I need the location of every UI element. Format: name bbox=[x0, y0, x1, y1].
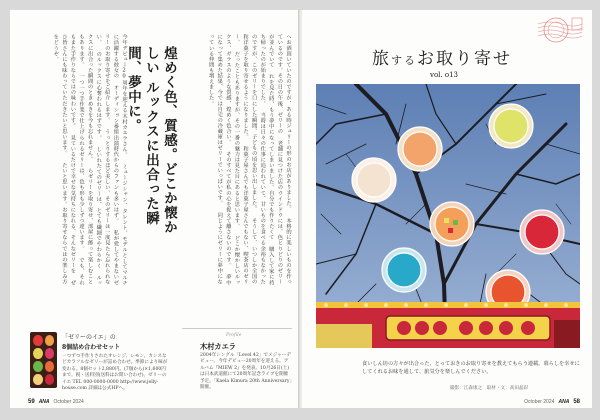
body-line: しいれたてのゼリーは、とても繊細でやわらかく bbox=[95, 146, 102, 269]
volume-number: vol. o13 bbox=[430, 71, 458, 79]
body-line: らゼリーを取り寄せ、部屋に飾って楽しむこともあります。 bbox=[78, 34, 93, 285]
body-line: のルックスに心奪われるはずです。 bbox=[95, 51, 102, 141]
issue-date: October 2024 bbox=[53, 399, 84, 405]
series-title-part: 旅 bbox=[372, 49, 391, 69]
body-line: オーディション番組出演時代からのファンも多いはず。 bbox=[112, 84, 119, 224]
series-title-part: する bbox=[391, 54, 417, 67]
product-title: 「ゼリーのイエ」の bbox=[62, 334, 116, 341]
body-line: たいと思います。お取り寄せならではの楽しみ方をどうぞ。 bbox=[52, 34, 67, 285]
article-headline bbox=[125, 46, 178, 246]
postal-stamp-icon bbox=[536, 14, 584, 50]
body-line: 老舗に見つけた店のウインドウには、色とりどりのゼリーが並んでいて bbox=[267, 34, 283, 285]
body-line: 見ているだけで幸せな気持ちになれる、そんなゼリーを bbox=[69, 134, 76, 274]
body-line: 一つ一つ手作業で仕上げられるゼリーは、色も形も少しずつ違います。 bbox=[78, 73, 85, 252]
body-line: どこか懐かしいルックス、ガラスのような質感、煌めく色合い。 bbox=[224, 34, 240, 286]
body-line: 当時は日々の仕事に追われていて、甘いものを食べる余裕もなかった bbox=[259, 112, 266, 285]
body-line: だったこともありますが、その一番の魅力は見た目にあると思います。 bbox=[233, 51, 240, 229]
series-title-part: お取り寄せ bbox=[417, 49, 512, 69]
jelly-photo bbox=[316, 84, 580, 348]
profile-label: Profile bbox=[226, 333, 242, 338]
body-line: のですが、このゼリーを口にした瞬間、子どもの頃を思い出しました。 bbox=[250, 34, 257, 212]
body-line: へお酒頂いていたのですが、ある時ジュリーの形のお店がありました。 bbox=[285, 34, 291, 212]
body-line: 私が愛してやまないゼリーのお取り寄せをご紹介します。 bbox=[103, 34, 119, 286]
issue-date: October 2024 bbox=[524, 399, 555, 405]
magazine-name: ANA bbox=[558, 399, 570, 405]
profile-text: 2004年シングル「Level 42」でメジャーデビュー。今年デビュー20周年を迎える。アルバム『MIEW 2』を発表。10月26日(土)は日本武道館にて20周年記念ライブを開催予定。「Kaela Kimura 20th Anniversary」開催。 bbox=[200, 353, 292, 391]
page-number: 59 bbox=[28, 399, 35, 405]
body-line: 夢中になって集めた結果、今では自宅の冷蔵庫はゼリーでいっぱいです。 bbox=[216, 34, 231, 286]
body-line: でも、それもまた手作りならではの味わいです。 bbox=[69, 34, 85, 286]
left-page bbox=[10, 10, 300, 408]
folio-left bbox=[28, 399, 84, 405]
body-line: ルックスに出合った瞬間のときめきを今も忘れません。 bbox=[86, 34, 102, 286]
headline-line: ルックスに出合った瞬間、夢中に。 bbox=[125, 46, 159, 226]
product-subtitle: 8個詰め合わせセット bbox=[62, 344, 121, 351]
body-line: 同じようにゼリーに夢中になっている仲間も増えました。 bbox=[207, 34, 223, 285]
body-line: そのすべてが私の心を捉えて離さないのです。 bbox=[224, 151, 231, 268]
body-text-right bbox=[174, 34, 292, 289]
product-description: 一つずつ手作りされたオレンジ、レモン、カシスなどカラフルなゼリーが詰め合わせ。季節により味が変わる。8個セット2,880円。(7個から)×1,600円まで。税・送料別(送料はお問い合わせ)。ゼリーのイエ TEL 000-0000-0000 http://www.jelly-house.com 詳細は公式HPへ。 bbox=[62, 354, 168, 392]
body-line: 購入して家に持ち帰ったのが始まりでした。 bbox=[259, 34, 274, 286]
headline-line: 煌めく色、質感。どこか懐かしい bbox=[143, 46, 177, 235]
profile-name: 木村カエラ bbox=[200, 342, 236, 351]
body-line: れを見た時、もう夢中になってしまいました。自分でも作りたくて bbox=[267, 73, 274, 241]
page-number: 58 bbox=[573, 399, 580, 405]
right-page bbox=[302, 10, 592, 408]
body-line: 今年デビュー20周年を迎える木村カエラさん。 bbox=[121, 34, 127, 158]
body-text-left bbox=[16, 34, 128, 289]
jelly-box-photo bbox=[30, 332, 57, 388]
photo-credit: 撮影：江森康之 取材・文：高田晶彩 bbox=[450, 386, 529, 391]
series-title bbox=[372, 44, 512, 69]
body-line: ぜひ皆さんにも味わっていただきたいと思います。 bbox=[60, 34, 76, 286]
series-caption: 食いしん坊の方々が出合った、とっておきのお取り寄せを教えてもらう連載。暮らしを幸せにしてくれるお味を通して、旅気分を楽しんでください。 bbox=[362, 361, 580, 375]
folio-right bbox=[524, 399, 580, 405]
body-line: 本格的に楽しいものを作っているのです。その日の午後、ゼリーの bbox=[276, 34, 291, 285]
body-line: うっとりするほど美しい、そのゼリーは一度見たら忘れられない。 bbox=[95, 34, 110, 285]
profile-box bbox=[182, 328, 292, 398]
body-line: 和菓子屋さんでも洋菓子屋さんでもない、喫茶店のゼリー。 bbox=[233, 34, 249, 285]
magazine-name: ANA bbox=[38, 399, 50, 405]
body-line: そうして、いつしか全国の和洋菓子を取り寄せるようになりました。 bbox=[242, 34, 257, 285]
body-line: ミュージシャン、タレント、モデルとしてマルチに活躍する彼女の bbox=[112, 34, 127, 286]
product-box bbox=[30, 328, 170, 400]
